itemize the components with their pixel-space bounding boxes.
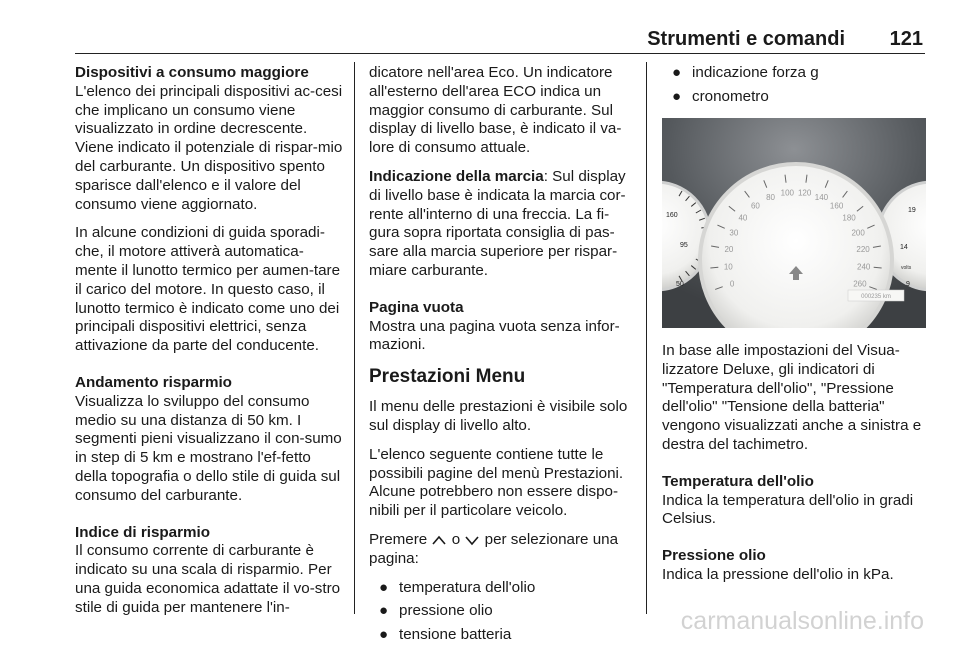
page-list bbox=[662, 64, 928, 107]
list-item bbox=[369, 579, 635, 598]
paragraph: In alcune condizioni di guida sporadi-che, il motore attiverà automatica-mente il lunotto termico per aumen-tare il carico del motore. In questo caso, il lunotto termico è indicato come uno dei principali dispositivi elettrici, senza attivazione da parte del conducente. bbox=[75, 224, 341, 355]
column-divider-2 bbox=[646, 62, 647, 614]
speed-tick-label: 0 bbox=[729, 279, 735, 289]
speed-tick-label: 200 bbox=[851, 228, 865, 238]
speed-tick-label: 100 bbox=[780, 188, 795, 198]
instrument-cluster-drawing bbox=[662, 118, 926, 328]
right-tick-label: 14 bbox=[900, 244, 908, 251]
left-tick-label: 95 bbox=[680, 242, 688, 249]
paragraph: L'elenco dei principali dispositivi ac-cesi che implicano un consumo viene visualizzato in ordine decrescente. Viene indicato il potenziale di rispar-mio del carburante. Un dispositivo spento sparisce dall'elenco e il valore del consumo viene aggiornato. bbox=[75, 82, 343, 213]
list-item-text: indicazione forza g bbox=[692, 64, 819, 81]
speed-tick-label: 160 bbox=[829, 201, 844, 211]
left-tick-label: 160 bbox=[666, 212, 678, 219]
speed-tick-label: 10 bbox=[723, 262, 733, 272]
paragraph: Indica la pressione dell'olio in kPa. bbox=[662, 565, 894, 583]
list-item-text: cronometro bbox=[692, 87, 769, 105]
page-header bbox=[75, 28, 925, 54]
paragraph-buttons bbox=[369, 531, 635, 569]
paragraph: Indica la temperatura dell'olio in gradi Celsius. bbox=[662, 491, 914, 528]
watermark: carmanualsonline.info bbox=[680, 607, 924, 635]
paragraph: Il consumo corrente di carburante è indicato su una scala di risparmio. Per una guida economica adattate il vo-stro stile di guida per mantenere l'in- bbox=[75, 542, 341, 616]
paragraph: dicatore nell'area Eco. Un indicatore all'esterno dell'area ECO indica un maggior consumo di carburante. Sul display di livello base, è indicato il va-lore di consumo attuale. bbox=[369, 64, 622, 157]
page-list bbox=[369, 579, 635, 645]
left-tick-label: 50 bbox=[676, 281, 684, 288]
chevron-down-icon bbox=[464, 534, 480, 546]
heading-pressione: Pressione olio bbox=[662, 547, 766, 565]
paragraph: In base alle impostazioni del Visua-lizzatore Deluxe, gli indicatori di "Temperatura dell'olio", "Pressione dell'olio" "Tensione della batteria" vengono visualizzati anche a sinistra e destra del tachimetro. bbox=[662, 342, 922, 453]
speed-tick-label: 260 bbox=[853, 279, 867, 289]
heading-temperatura: Temperatura dell'olio bbox=[662, 472, 814, 490]
speed-tick-label: 140 bbox=[814, 192, 829, 202]
bullet: ● bbox=[379, 602, 389, 620]
bullet: ● bbox=[672, 64, 682, 81]
list-item-text: pressione olio bbox=[399, 602, 493, 620]
speed-tick-label: 220 bbox=[856, 244, 870, 254]
list-item bbox=[662, 64, 928, 83]
column-3 bbox=[662, 64, 928, 112]
right-unit-label: volts bbox=[901, 265, 912, 271]
header-title: Strumenti e comandi bbox=[647, 28, 845, 50]
column-1 bbox=[75, 64, 345, 628]
list-item bbox=[369, 626, 635, 645]
bold-term: Indicazione della marcia bbox=[369, 167, 544, 185]
right-tick-label: 19 bbox=[908, 207, 916, 214]
chevron-up-icon bbox=[431, 534, 447, 546]
page-number: 121 bbox=[889, 28, 923, 50]
speed-tick-label: 80 bbox=[766, 192, 775, 202]
paragraph-text: per selezionare una pagina: bbox=[369, 530, 619, 567]
speed-tick-label: 120 bbox=[797, 188, 812, 198]
right-tick-label: 9 bbox=[906, 281, 910, 288]
heading-dispositivi: Dispositivi a consumo maggiore bbox=[75, 64, 309, 81]
column-3-lower bbox=[662, 342, 928, 595]
heading-andamento: Andamento risparmio bbox=[75, 373, 232, 391]
speed-tick-label: 180 bbox=[842, 213, 856, 223]
section-title: Prestazioni Menu bbox=[369, 366, 526, 388]
header-rule bbox=[75, 53, 925, 54]
paragraph-text: o bbox=[451, 530, 461, 548]
bullet: ● bbox=[379, 578, 389, 596]
bullet: ● bbox=[379, 626, 389, 644]
paragraph-gear bbox=[369, 168, 635, 281]
list-item bbox=[369, 602, 635, 621]
paragraph: Visualizza lo sviluppo del consumo medio su una distanza di 50 km. I segmenti pieni visualizzano il con-sumo in step di 5 km e mostrano l'ef-fetto della topografia o dello stile di guida sul consumo del carburante. bbox=[75, 392, 342, 504]
list-item-text: tensione batteria bbox=[399, 626, 512, 644]
column-2 bbox=[369, 64, 635, 650]
speed-tick-label: 40 bbox=[738, 213, 748, 223]
list-item bbox=[662, 88, 928, 107]
paragraph: Mostra una pagina vuota senza infor-mazioni. bbox=[369, 317, 620, 354]
paragraph: Il menu delle prestazioni è visibile solo sul display di livello alto. bbox=[369, 398, 628, 434]
instrument-cluster-image bbox=[662, 118, 926, 328]
paragraph-text: Premere bbox=[369, 530, 428, 548]
list-item-text: temperatura dell'olio bbox=[399, 578, 536, 596]
paragraph-text: : Sul display di livello base è indicata la marcia cor-rente all'interno di una freccia. La fi-gura sopra riportata consiglia di pas-sare alla marcia superiore per rispar-miare carburante. bbox=[369, 167, 626, 279]
odometer-readout: 000235 km bbox=[861, 294, 891, 300]
paragraph: L'elenco seguente contiene tutte le possibili pagine del menù Prestazioni. Alcune potrebbero non essere dispo-nibili per il particolare veicolo. bbox=[369, 445, 624, 520]
column-divider-1 bbox=[354, 62, 355, 614]
heading-pagina-vuota: Pagina vuota bbox=[369, 298, 464, 316]
speed-tick-label: 60 bbox=[750, 201, 760, 211]
speed-tick-label: 240 bbox=[857, 262, 871, 272]
bullet: ● bbox=[672, 87, 682, 105]
speed-tick-label: 20 bbox=[724, 244, 734, 254]
heading-indice: Indice di risparmio bbox=[75, 523, 211, 541]
speed-tick-label: 30 bbox=[729, 228, 739, 238]
